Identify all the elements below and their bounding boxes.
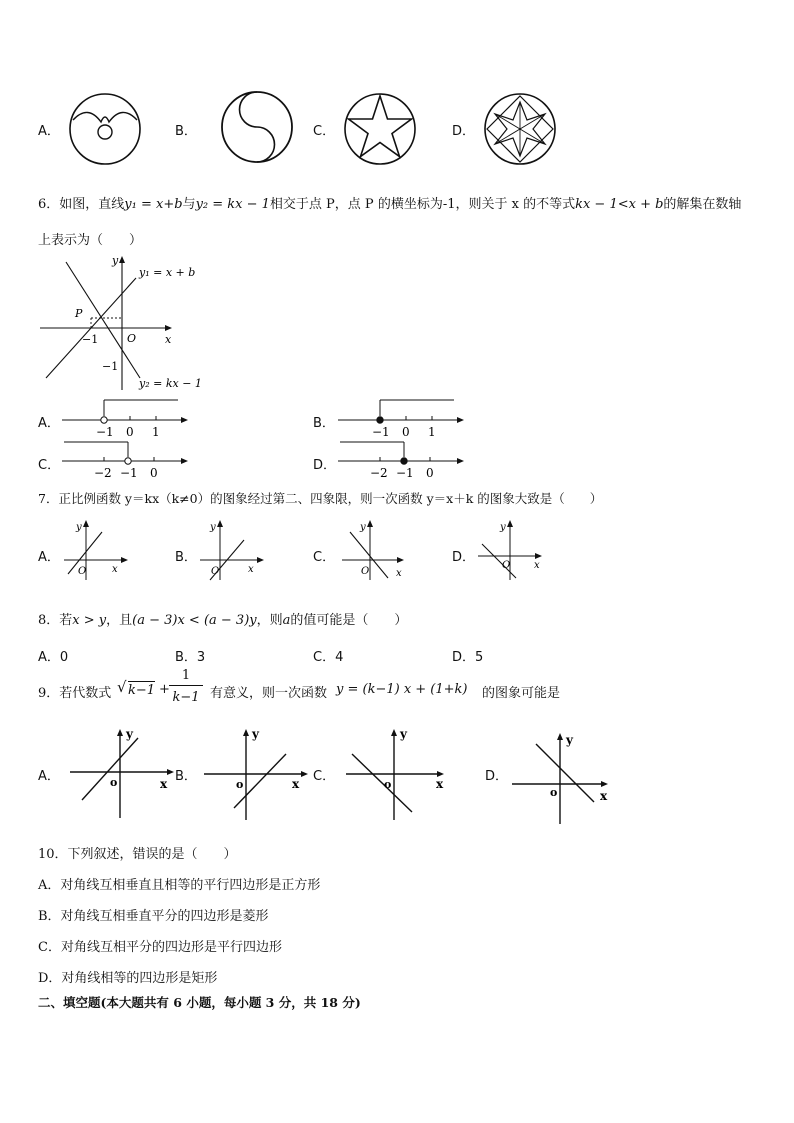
q6-stem-prefix: 6．如图，直线: [38, 197, 125, 212]
q6-option-c-numberline: [60, 437, 192, 481]
q7d-y: y: [500, 522, 506, 533]
q6d-tick-3: 0: [426, 466, 434, 480]
q8-variable: a: [282, 613, 291, 628]
q6-option-b-numberline: [336, 396, 468, 440]
q6d-tick-2: −1: [396, 466, 414, 480]
q6c-tick-2: −1: [120, 466, 138, 480]
q8-option-c: C．4: [313, 650, 344, 665]
q6-option-d-label: D．: [313, 458, 337, 473]
q6b-tick-1: −1: [372, 425, 390, 439]
q6a-tick-2: 0: [126, 425, 134, 439]
q5-option-a-label: A．: [38, 124, 60, 139]
sqrt-icon: √: [117, 678, 127, 696]
q8-stem-end: 的值可能是（ ）: [290, 613, 408, 628]
q5-figure-b: [220, 90, 294, 164]
q9-option-d-graph: [508, 730, 618, 826]
q7a-o: O: [78, 566, 87, 577]
q6-graph-neg1-x: −1: [82, 333, 99, 346]
q6-graph-x-label: x: [165, 333, 172, 346]
q8-stem: [38, 609, 407, 628]
q6-stem-line1: [38, 193, 741, 212]
q7b-o: O: [211, 566, 220, 577]
q7-option-a-graph: [62, 518, 132, 582]
q7-option-b-graph: [198, 518, 268, 582]
q9a-o: o: [110, 776, 118, 789]
q8-stem-then: ，则: [256, 613, 283, 628]
q9a-x: x: [160, 777, 168, 791]
q6a-tick-1: −1: [96, 425, 114, 439]
q5-option-b-label: B．: [175, 124, 197, 139]
q6-graph-line1-label: y₁ = x + b: [139, 266, 196, 279]
q6-y1-expression: y₁ = x+b: [124, 197, 183, 212]
q9-option-b-graph: [200, 726, 310, 822]
q5-option-c-label: C．: [313, 124, 336, 139]
q6b-tick-2: 0: [402, 425, 410, 439]
q6-graph-y-label: y: [112, 254, 119, 267]
q6-stem-line2: 上表示为（ ）: [38, 233, 143, 248]
q7a-x: x: [112, 564, 118, 575]
q9b-y: y: [252, 727, 259, 741]
q5-figure-d: [483, 92, 557, 166]
q9c-y: y: [400, 727, 407, 741]
q6-graph-origin: O: [127, 332, 137, 345]
q9b-x: x: [292, 777, 300, 791]
q6-option-a-numberline: [60, 396, 192, 440]
q6-option-a-label: A．: [38, 416, 60, 431]
q8-condition-2: (a − 3)x < (a − 3)y: [132, 613, 257, 628]
q9-plus: +: [159, 682, 170, 697]
q6-option-c-label: C．: [38, 458, 61, 473]
q6b-tick-3: 1: [428, 425, 436, 439]
q9-option-b-label: B．: [175, 769, 197, 784]
q6c-tick-3: 0: [150, 466, 158, 480]
q10-option-b: B．对角线互相垂直平分的四边形是菱形: [38, 909, 269, 924]
q8-option-a: A．0: [38, 650, 69, 665]
q9-fraction-numerator: 1: [181, 668, 191, 683]
q9-option-a-graph: [66, 726, 176, 822]
q6-graph-neg1-y: −1: [102, 360, 119, 373]
q7c-y: y: [360, 522, 366, 533]
q7c-x: x: [396, 568, 402, 579]
q8-stem-prefix: 8．若: [38, 613, 73, 628]
q10-option-c: C．对角线互相平分的四边形是平行四边形: [38, 940, 282, 955]
q9d-x: x: [600, 789, 608, 803]
q9-stem-prefix: 9．若代数式: [38, 686, 112, 701]
q8-condition-1: x > y: [72, 613, 107, 628]
q5-figure-c: [343, 92, 417, 166]
q8-stem-and: ，且: [106, 613, 133, 628]
q9-fraction-bar: [169, 685, 203, 686]
q6-stem-mid1: 与: [182, 197, 196, 212]
q9-fraction-denominator: k−1: [172, 690, 200, 705]
q9a-y: y: [126, 727, 133, 741]
q6-graph-point-p: P: [75, 307, 83, 320]
q6-inequality: kx − 1<x + b: [575, 197, 664, 212]
q9-sqrt-radicand: k−1: [128, 683, 156, 698]
q7d-x: x: [534, 560, 540, 571]
q8-option-d: D．5: [452, 650, 484, 665]
q9-option-c-label: C．: [313, 769, 336, 784]
q9-stem-mid: 有意义，则一次函数: [210, 686, 328, 701]
q7b-x: x: [248, 564, 254, 575]
q9c-x: x: [436, 777, 444, 791]
q9b-o: o: [236, 778, 244, 791]
q9d-y: y: [566, 733, 573, 747]
q6a-tick-3: 1: [152, 425, 160, 439]
q9d-o: o: [550, 786, 558, 799]
q6-option-d-numberline: [336, 437, 468, 481]
q10-stem: 10．下列叙述，错误的是（ ）: [38, 847, 237, 862]
q7c-o: O: [361, 566, 370, 577]
q6-option-b-label: B．: [313, 416, 335, 431]
q6-graph-line2-label: y₂ = kx − 1: [139, 377, 202, 390]
q10-option-a: A．对角线互相垂直且相等的平行四边形是正方形: [38, 878, 321, 893]
q9-function: y = (k−1) x + (1+k): [336, 682, 468, 697]
q9-option-d-label: D．: [485, 769, 509, 784]
q7d-o: O: [502, 560, 511, 571]
q6d-tick-1: −2: [370, 466, 388, 480]
q5-figure-a: [68, 92, 142, 166]
q7-stem: 7．正比例函数 y＝kx（k≠0）的图象经过第二、四象限，则一次函数 y＝x＋k 的图象大致是（ ）: [38, 491, 603, 506]
q6c-tick-1: −2: [94, 466, 112, 480]
q6-stem-end: 的解集在数轴: [663, 197, 742, 212]
q7-option-c-graph: [340, 518, 410, 582]
q6-y2-expression: y₂ = kx − 1: [195, 197, 270, 212]
q9-option-a-label: A．: [38, 769, 60, 784]
q7b-y: y: [210, 522, 216, 533]
q7a-y: y: [76, 522, 82, 533]
q6-stem-mid2: 相交于点 P，点 P 的横坐标为-1，则关于 x 的不等式: [269, 197, 576, 212]
q6-graph: [36, 254, 216, 394]
q7-option-d-label: D．: [452, 550, 476, 565]
q9-stem-end: 的图象可能是: [482, 686, 561, 701]
q7-option-d-graph: [476, 518, 550, 582]
q10-option-d: D．对角线相等的四边形是矩形: [38, 971, 218, 986]
q7-option-c-label: C．: [313, 550, 336, 565]
q7-option-b-label: B．: [175, 550, 197, 565]
q5-option-d-label: D．: [452, 124, 476, 139]
q9-option-c-graph: [342, 726, 452, 822]
section-2-heading: 二、填空题(本大题共有 6 小题，每小题 3 分，共 18 分): [38, 995, 361, 1010]
q9c-o: o: [384, 778, 392, 791]
q8-option-b: B．3: [175, 650, 206, 665]
q7-option-a-label: A．: [38, 550, 60, 565]
